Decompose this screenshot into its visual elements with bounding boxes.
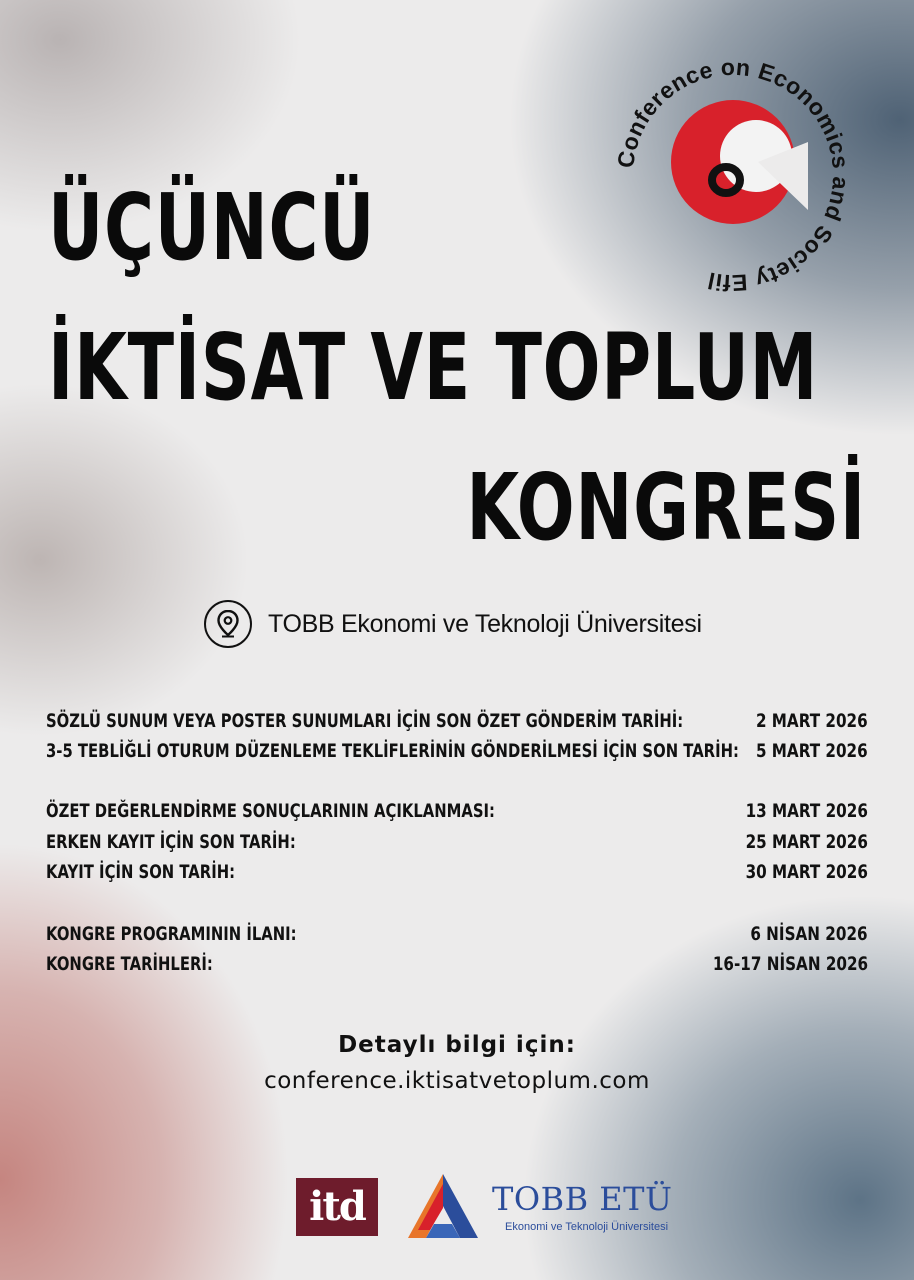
title-line-3: KONGRESİ: [466, 454, 866, 561]
logo-arc-text: Conference on Economics and Society Efil: [612, 53, 855, 297]
date-row: [46, 923, 868, 951]
date-value: 30 MART 2026: [745, 861, 868, 883]
date-row: [46, 953, 868, 981]
title-line-1: ÜÇÜNCÜ: [48, 174, 376, 281]
date-row: [46, 831, 868, 859]
date-value: 5 MART 2026: [756, 740, 868, 762]
info-url[interactable]: conference.iktisatvetoplum.com: [264, 1068, 650, 1094]
venue-name: TOBB Ekonomi ve Teknoloji Üniversitesi: [268, 609, 702, 638]
itd-logo: [296, 1178, 378, 1236]
tobb-etu-name: TOBB ETÜ: [492, 1180, 673, 1218]
date-label: KONGRE PROGRAMININ İLANI:: [46, 923, 297, 945]
location-pin-icon: [204, 600, 252, 648]
itd-logo-text: itd: [309, 1183, 365, 1230]
date-value: 6 NİSAN 2026: [750, 923, 868, 945]
date-label: ÖZET DEĞERLENDİRME SONUÇLARININ AÇIKLANMASI:: [46, 800, 495, 822]
date-label: ERKEN KAYIT İÇİN SON TARİH:: [46, 831, 296, 853]
date-value: 13 MART 2026: [745, 800, 868, 822]
date-label: KAYIT İÇİN SON TARİH:: [46, 861, 236, 883]
date-label: KONGRE TARİHLERİ:: [46, 953, 213, 975]
venue: [204, 598, 702, 650]
tobb-etu-logo-icon: [404, 1172, 482, 1242]
info-heading: Detaylı bilgi için:: [338, 1032, 576, 1058]
date-row: [46, 800, 868, 828]
date-value: 16-17 NİSAN 2026: [712, 953, 868, 975]
date-row: [46, 710, 868, 738]
date-value: 2 MART 2026: [756, 710, 868, 732]
date-label: 3-5 TEBLİĞLİ OTURUM DÜZENLEME TEKLİFLERİNİN GÖNDERİLMESİ İÇİN SON TARİH:: [46, 740, 739, 762]
date-row: [46, 740, 868, 768]
date-row: [46, 861, 868, 889]
date-value: 25 MART 2026: [745, 831, 868, 853]
tobb-etu-subtitle: Ekonomi ve Teknoloji Üniversitesi: [505, 1221, 669, 1233]
date-label: SÖZLÜ SUNUM VEYA POSTER SUNUMLARI İÇİN SON ÖZET GÖNDERİM TARİHİ:: [46, 710, 684, 732]
title-line-2: İKTİSAT VE TOPLUM: [48, 314, 819, 421]
